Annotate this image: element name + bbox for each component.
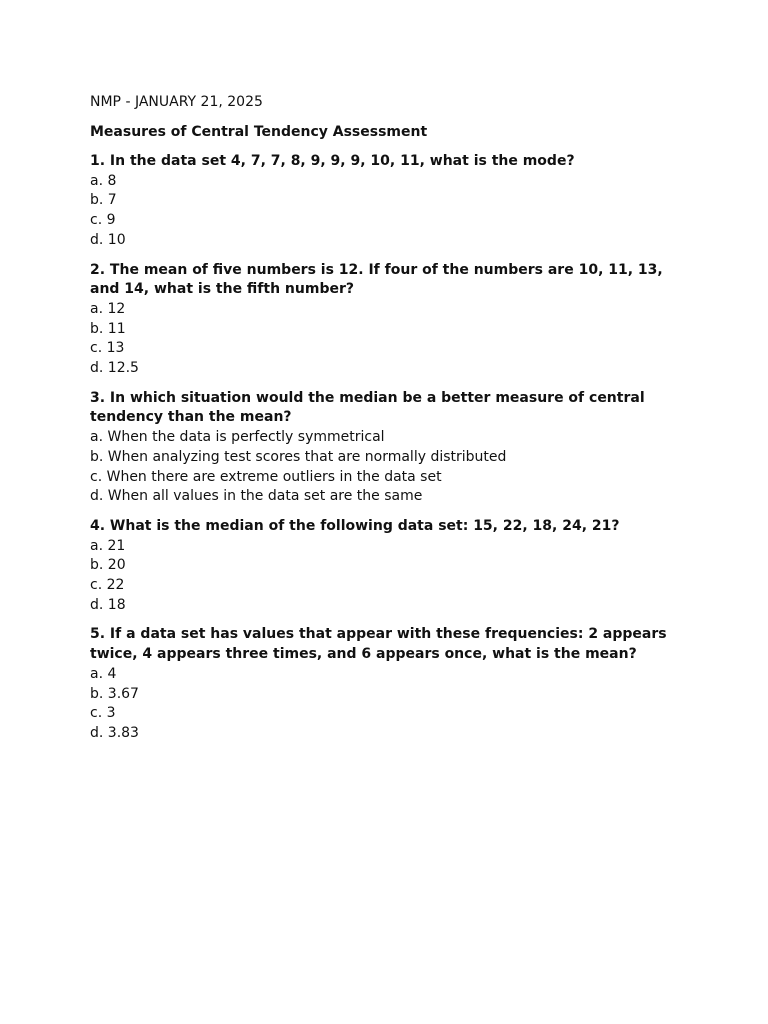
question-text: 1. In the data set 4, 7, 7, 8, 9, 9, 9, 10, 11, what is the mode? xyxy=(90,153,575,169)
option-a: a. When the data is perfectly symmetrical xyxy=(90,429,385,446)
option-d: d. When all values in the data set are the same xyxy=(90,488,423,505)
option-d: d. 12.5 xyxy=(90,360,139,377)
option-a: a. 8 xyxy=(90,172,117,189)
question-2 xyxy=(90,261,690,379)
document-page xyxy=(90,92,690,754)
question-text: 5. If a data set has values that appear with these frequencies: 2 appears twice, 4 appears three times, and 6 appears once, what is the mean? xyxy=(90,626,667,663)
option-a: a. 12 xyxy=(90,300,126,317)
option-d: d. 10 xyxy=(90,231,126,248)
option-c: c. 9 xyxy=(90,212,116,229)
option-b: b. When analyzing test scores that are normally distributed xyxy=(90,448,507,465)
question-3 xyxy=(90,389,690,507)
date-line: NMP - JANUARY 21, 2025 xyxy=(90,94,263,110)
option-c: c. 22 xyxy=(90,577,125,594)
option-d: d. 18 xyxy=(90,596,126,613)
option-a: a. 4 xyxy=(90,665,117,682)
question-text: 3. In which situation would the median be a better measure of central tendency than the mean? xyxy=(90,389,645,426)
option-b: b. 7 xyxy=(90,192,117,209)
page-title: Measures of Central Tendency Assessment xyxy=(90,124,428,140)
question-1 xyxy=(90,152,690,251)
option-c: c. 3 xyxy=(90,705,116,722)
question-text: 2. The mean of five numbers is 12. If four of the numbers are 10, 11, 13, and 14, what is the fifth number? xyxy=(90,261,663,298)
option-d: d. 3.83 xyxy=(90,724,139,741)
option-c: c. When there are extreme outliers in the data set xyxy=(90,468,442,485)
option-c: c. 13 xyxy=(90,340,125,357)
question-text: 4. What is the median of the following data set: 15, 22, 18, 24, 21? xyxy=(90,517,620,534)
option-b: b. 11 xyxy=(90,320,126,337)
option-a: a. 21 xyxy=(90,537,126,554)
option-b: b. 3.67 xyxy=(90,685,139,702)
question-4 xyxy=(90,517,690,616)
option-b: b. 20 xyxy=(90,557,126,574)
question-5 xyxy=(90,625,690,743)
